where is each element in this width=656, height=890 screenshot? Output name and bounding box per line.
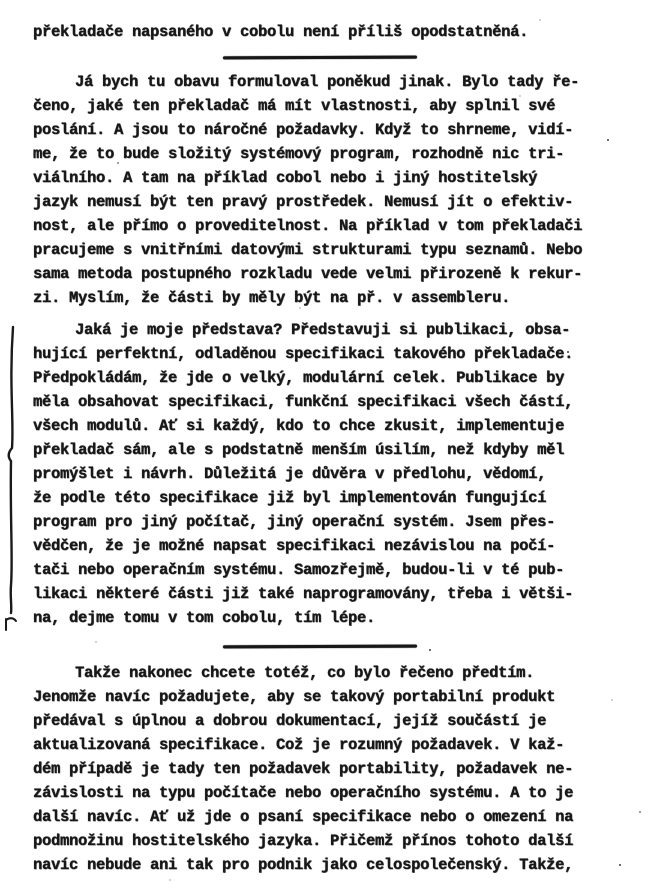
text-line: pracujeme s vnitřními datovými strukturami typu seznamů. Nebo (33, 241, 583, 259)
text-line: Jaká je moje představa? Představuji si publikaci, obsa- (75, 321, 571, 339)
text-line: zi. Myslím, že části by měly být na př. v assembleru. (33, 289, 511, 307)
text-line: promýšlet i návrh. Důležitá je důvěra v předlohu, vědomí, (33, 465, 547, 483)
text-line: likaci některé části již také naprogramovány, třeba i větši- (33, 585, 574, 603)
paragraph-2 (33, 318, 628, 630)
text-line: dém případě je tady ten požadavek portability, požadavek ne- (33, 760, 574, 778)
text-line: závislosti na typu počítače nebo operačního systému. A to je (33, 784, 574, 802)
paragraph-3 (33, 661, 628, 877)
text-line: předával s úplnou a dobrou dokumentací, jejíž součástí je (33, 712, 547, 730)
text-line-intro: překladače napsaného v cobolu není příliš opodstatněná. (33, 23, 529, 41)
text-line: sama metoda postupného rozkladu vede velmi přirozeně k rekur- (33, 265, 583, 283)
text-line: nost, ale přímo o proveditelnost. Na příklad v tom překladači (33, 217, 583, 235)
text-line: Já bych tu obavu formuloval poněkud jinak. Bylo tady ře- (75, 73, 580, 91)
text-line: poslání. A jsou to náročné požadavky. Když to shrneme, vidí- (33, 121, 574, 139)
text-line: Jenomže navíc požadujete, aby se takový portabilní produkt (33, 688, 556, 706)
section-divider-1 (223, 56, 417, 60)
text-line: čeno, jaké ten překladač má mít vlastnosti, aby splnil své (33, 97, 556, 115)
text-line: Předpokládám, že jde o velký, modulární celek. Publikace by (33, 369, 565, 387)
text-line: tači nebo operačním systému. Samozřejmě, budou-li v té pub- (33, 561, 565, 579)
text-line: všech modulů. Ať si každý, kdo to chce zkusit, implementuje (33, 417, 565, 435)
text-line: navíc nebude ani tak pro podnik jako celospolečenský. Takže, (33, 856, 574, 874)
section-divider-2 (223, 645, 417, 649)
text-line: další navíc. Ať už jde o psaní specifikace nebo o omezení na (33, 808, 574, 826)
text-line: viálního. A tam na příklad cobol nebo i jiný hostitelský (33, 169, 538, 187)
text-line: překladač sám, ale s podstatně menším úsilím, než kdyby měl (33, 441, 565, 459)
text-line: program pro jiný počítač, jiný operační systém. Jsem přes- (33, 513, 556, 531)
text-line: vědčen, že je možné napsat specifikaci nezávislou na počí- (33, 537, 556, 555)
text-line: hující perfektní, odladěnou specifikaci takového překladače. (33, 345, 574, 363)
text-line: Takže nakonec chcete totéž, co bylo řečeno předtím. (75, 664, 535, 682)
text-line: podmnožinu hostitelského jazyka. Přičemž přínos tohoto další (33, 832, 574, 850)
text-line: na, dejme tomu v tom cobolu, tím lépe. (33, 609, 376, 627)
text-line: me, že to bude složitý systémový program, rozhodně nic tri- (33, 145, 565, 163)
text-line: že podle této specifikace již byl implementován fungující (33, 489, 547, 507)
paragraph-1 (33, 70, 628, 310)
text-line: jazyk nemusí být ten pravý prostředek. Nemusí jít o efektiv- (33, 193, 574, 211)
text-line: aktualizovaná specifikace. Což je rozumný požadavek. V kaž- (33, 736, 565, 754)
text-line: měla obsahovat specifikaci, funkční specifikaci všech částí, (33, 393, 574, 411)
